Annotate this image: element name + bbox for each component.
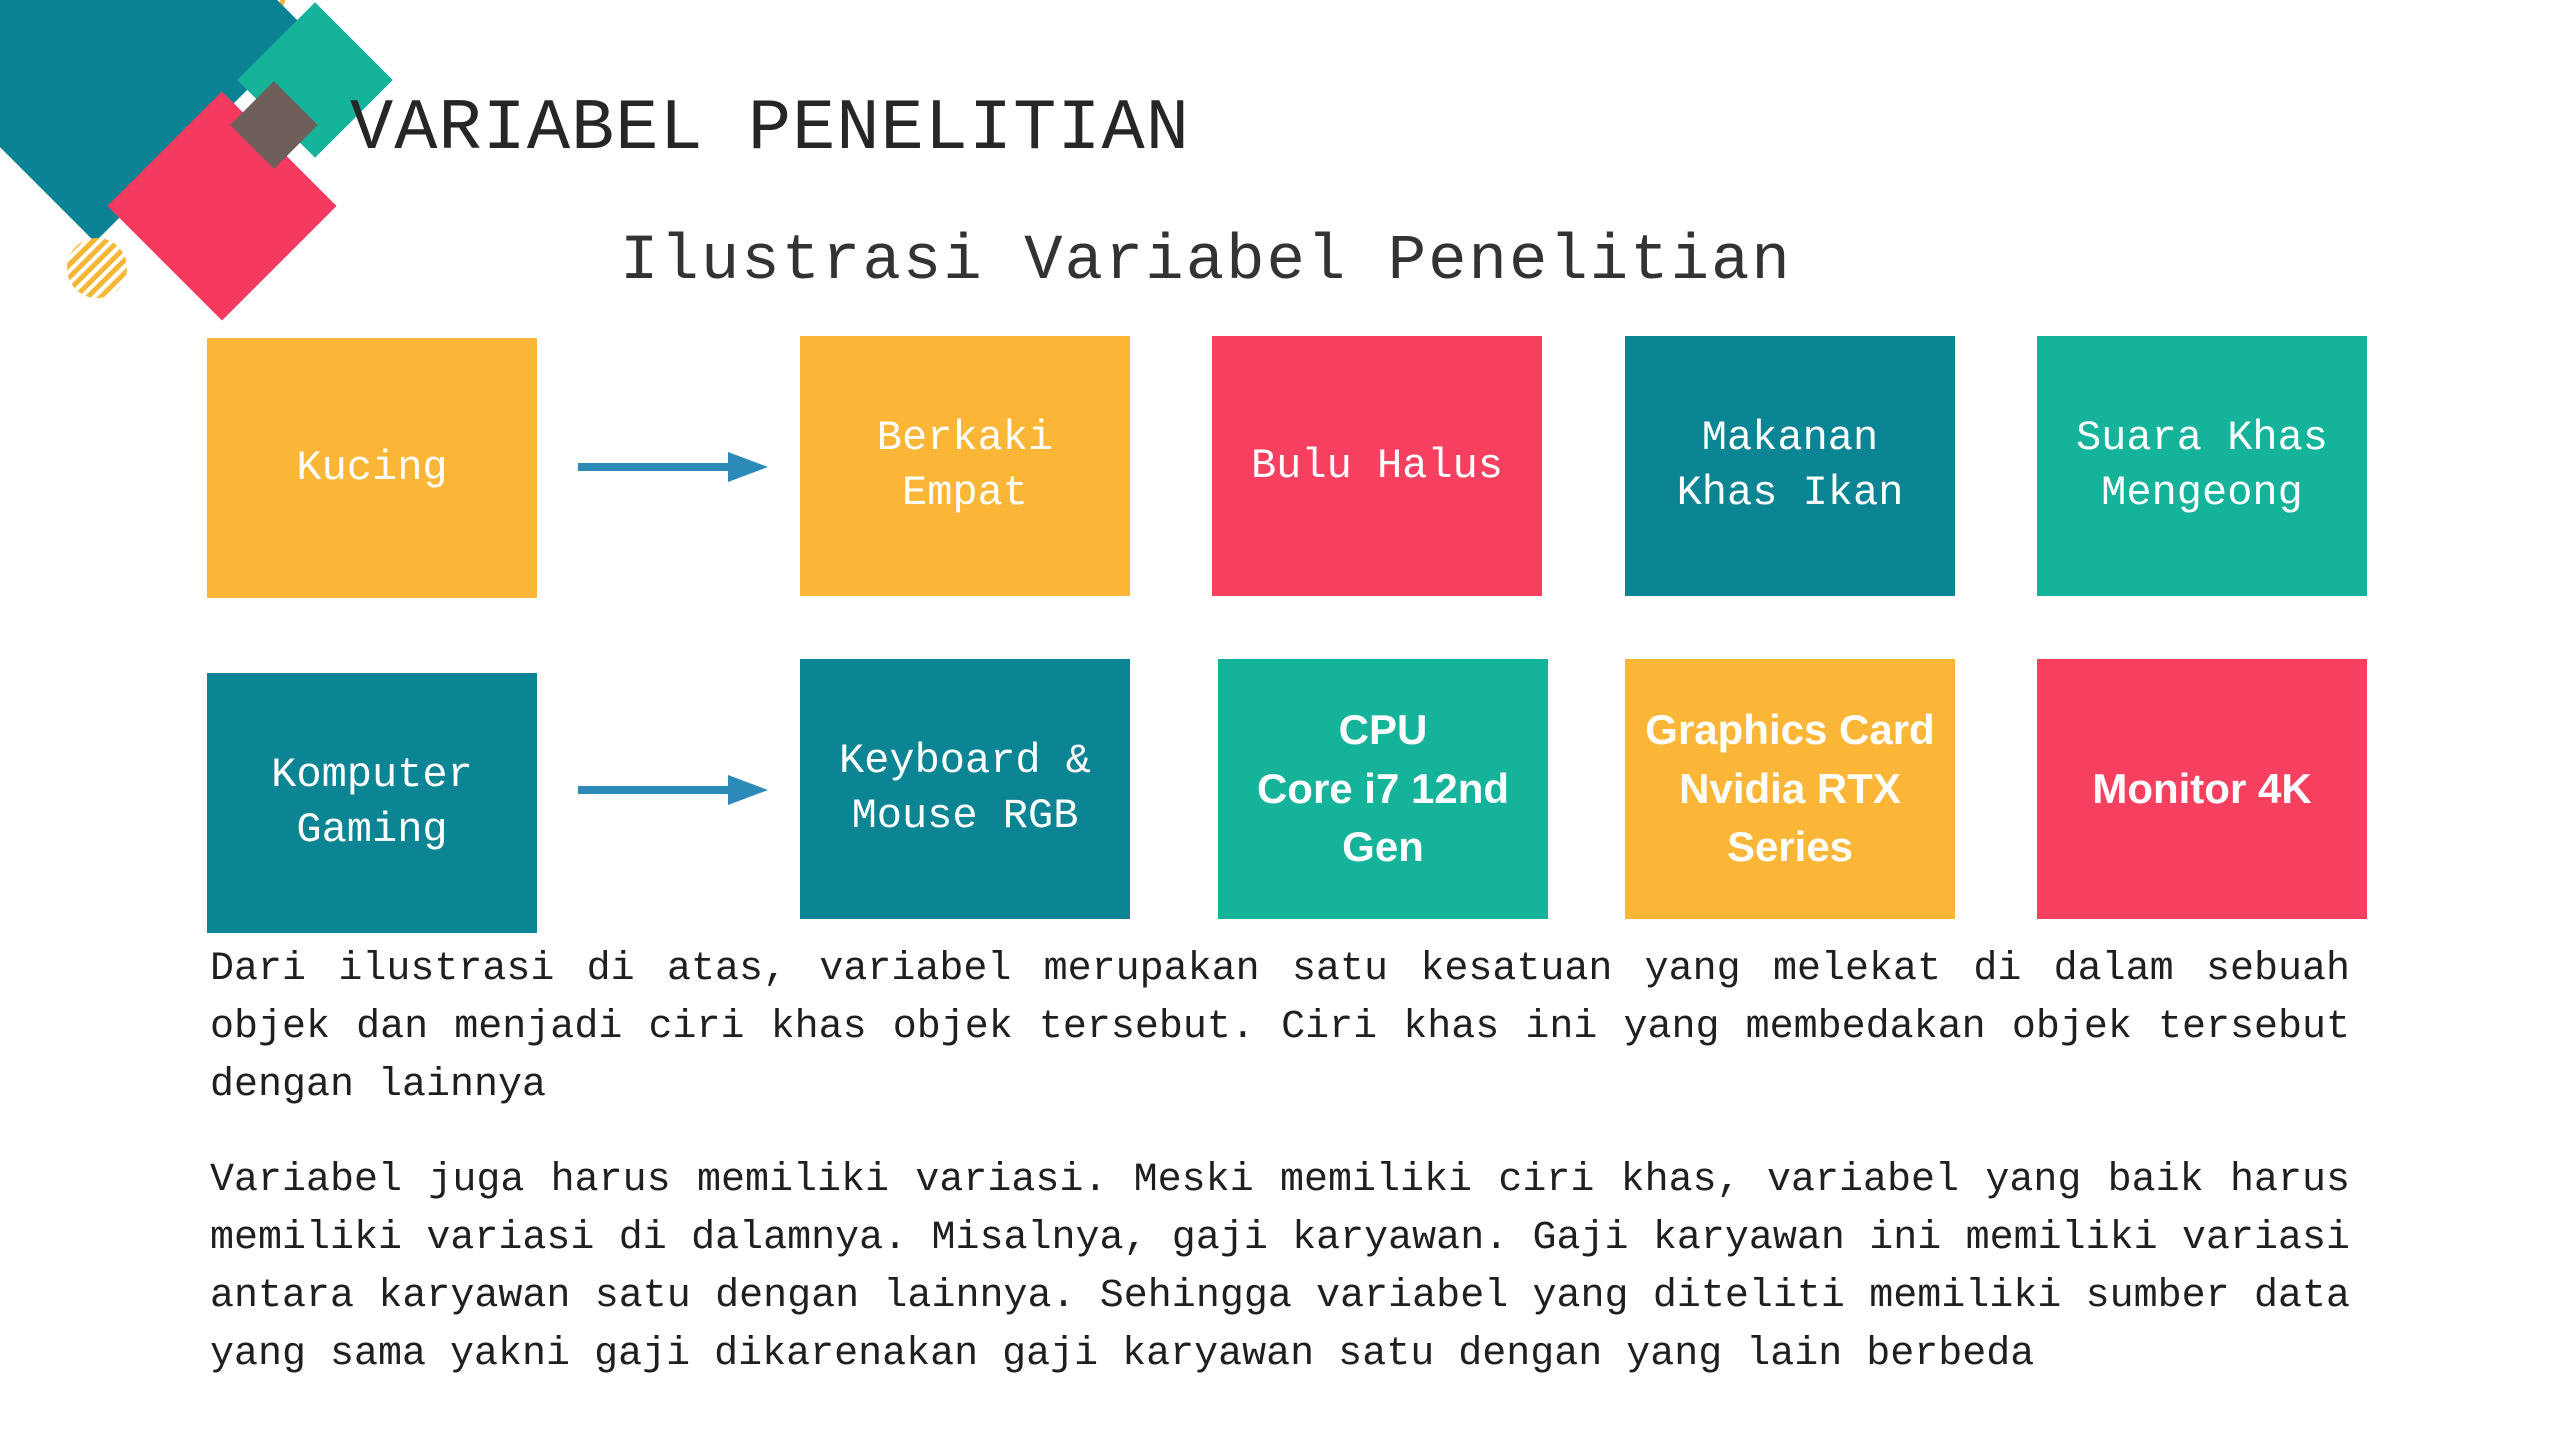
row1-attribute-label: Suara Khas Mengeong <box>2075 414 2329 517</box>
subtitle: Ilustrasi Variabel Penelitian <box>620 226 1792 298</box>
row2-attribute-box <box>1625 659 1955 919</box>
row1-attribute-label: Berkaki Empat <box>876 414 1054 517</box>
row1-attribute-box <box>2037 336 2367 596</box>
row1-attribute-label: Makanan Khas Ikan <box>1676 414 1904 517</box>
row1-attribute-box <box>800 336 1130 596</box>
row2-source-box <box>207 673 537 933</box>
row2-attribute-label: Keyboard & Mouse RGB <box>838 737 1092 840</box>
row2-source-label: Komputer Gaming <box>271 751 473 854</box>
body-paragraph: Variabel juga harus memiliki variasi. Meski memiliki ciri khas, variabel yang baik harus memiliki variasi di dalamnya. Misalnya, gaji karyawan. Gaji karyawan ini memiliki variasi antara karyawan satu dengan lainnya. Sehingga variabel yang diteliti memiliki sumber data yang sama yakni gaji dikarenakan gaji karyawan satu dengan yang lain berbeda <box>210 1158 2375 1377</box>
striped-circle-decoration <box>67 238 127 298</box>
row1-attribute-label: Bulu Halus <box>1250 441 1504 490</box>
row1-attribute-box <box>1625 336 1955 596</box>
row1-source-box <box>207 338 537 598</box>
row2-attribute-label: CPU Core i7 12nd Gen <box>1256 705 1510 871</box>
page-title: VARIABEL PENELITIAN <box>350 88 1190 170</box>
row2-attribute-label: Graphics Card Nvidia RTX Series <box>1645 705 1935 871</box>
body-paragraph: Dari ilustrasi di atas, variabel merupakan satu kesatuan yang melekat di dalam sebuah objek dan menjadi ciri khas objek tersebut. Ciri khas ini yang membedakan objek tersebut dengan lainnya <box>210 947 2375 1108</box>
right-arrow-icon <box>578 452 768 482</box>
right-arrow-icon <box>578 775 768 805</box>
row1-source-label: Kucing <box>296 443 448 492</box>
row2-attribute-label: Monitor 4K <box>2092 764 2312 812</box>
row2-attribute-box <box>1218 659 1548 919</box>
row2-attribute-box <box>2037 659 2367 919</box>
row2-attribute-box <box>800 659 1130 919</box>
row1-attribute-box <box>1212 336 1542 596</box>
